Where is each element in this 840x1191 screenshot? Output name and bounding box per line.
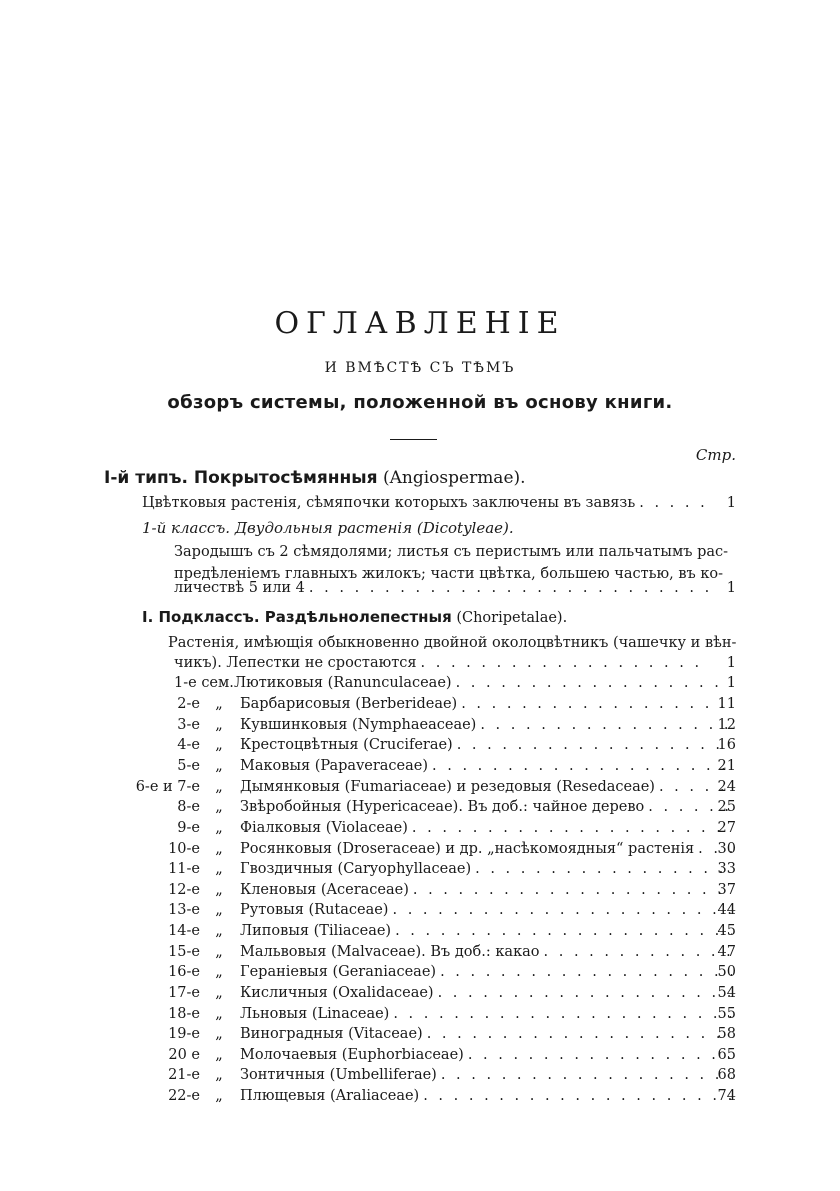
family-page: 27 — [717, 820, 736, 836]
leader-dots — [413, 880, 732, 901]
family-row — [0, 921, 840, 942]
family-number: 19-е — [168, 1026, 200, 1042]
divider-rule — [390, 439, 437, 440]
family-page: 12 — [717, 717, 736, 733]
ditto-mark: „ — [215, 820, 223, 836]
family-name: Кисличныя (Oxalidaceae) — [240, 985, 434, 1001]
family-name: Лютиковыя (Ranunculaceae) — [234, 675, 452, 691]
family-name: Кленовыя (Aceraceae) — [240, 882, 409, 898]
family-number: 11-е — [168, 861, 200, 877]
family-entry — [240, 756, 736, 777]
type-description-page: 1 — [726, 495, 736, 511]
ditto-mark: „ — [215, 758, 223, 774]
family-number: 8-е — [177, 799, 200, 815]
type-entry — [104, 467, 744, 489]
family-name: Росянковыя (Droseraceae) и др. „насѣкомоядныя“ растенія — [240, 841, 695, 857]
family-number: 15-е — [168, 944, 200, 960]
family-page: 47 — [717, 944, 736, 960]
family-name: Гвоздичныя (Caryophyllaceae) — [240, 861, 472, 877]
family-row — [0, 983, 840, 1004]
family-name: Звѣробойныя (Hypericaceae). Въ доб.: чайное дерево — [240, 799, 645, 815]
family-entry — [240, 983, 736, 1004]
ditto-mark: „ — [215, 1026, 223, 1042]
family-entry — [240, 694, 736, 715]
family-entry — [240, 839, 736, 860]
class-description-text: личествѣ 5 или 4 — [174, 580, 305, 596]
family-entry — [240, 818, 736, 839]
leader-dots — [440, 962, 732, 983]
section-heading: обзоръ системы, положенной въ основу книги. — [167, 392, 673, 413]
ditto-mark: „ — [215, 944, 223, 960]
family-entry — [240, 1086, 736, 1107]
type-entry-label: І-й типъ. Покрытосѣмянныя — [104, 468, 378, 488]
family-name: Барбарисовыя (Berberideae) — [240, 696, 458, 712]
leader-dots — [468, 1045, 732, 1066]
family-row — [0, 859, 840, 880]
family-number: 9-е — [177, 820, 200, 836]
family-entry — [240, 1065, 736, 1086]
family-row — [0, 735, 840, 756]
family-row — [0, 900, 840, 921]
leader-dots — [393, 1004, 732, 1025]
leader-dots — [441, 1065, 732, 1086]
family-name: Липовыя (Tiliaceae) — [240, 923, 392, 939]
family-row — [0, 1086, 840, 1107]
leader-dots — [438, 983, 732, 1004]
subclass-entry — [142, 606, 736, 628]
family-entry — [240, 777, 736, 798]
family-name: Фіалковыя (Violaceae) — [240, 820, 408, 836]
family-number: 21-е — [168, 1067, 200, 1083]
class-description-line-2: предѣленіемъ главныхъ жилокъ; части цвѣтка, большею частью, въ ко- — [174, 566, 724, 582]
class-description-line-3 — [174, 577, 736, 599]
family-name: Рутовыя (Rutaceae) — [240, 902, 389, 918]
family-name: Виноградныя (Vitaceae) — [240, 1026, 423, 1042]
family-number: 16-е — [168, 964, 200, 980]
family-page: 33 — [717, 861, 736, 877]
family-entry — [240, 735, 736, 756]
ditto-mark: „ — [215, 1088, 223, 1104]
leader-dots — [421, 652, 710, 674]
family-entry — [234, 673, 736, 694]
ditto-mark: „ — [215, 737, 223, 753]
family-name: Дымянковыя (Fumariaceae) и резедовыя (Resedaceae) — [240, 779, 655, 795]
family-entry — [240, 1045, 736, 1066]
family-entry — [240, 921, 736, 942]
family-entry — [240, 900, 736, 921]
type-description-text: Цвѣтковыя растенія, сѣмяпочки которыхъ заключены въ завязь — [142, 495, 636, 511]
family-row — [0, 1065, 840, 1086]
leader-dots — [395, 921, 732, 942]
family-name: Маковыя (Papaveraceae) — [240, 758, 429, 774]
family-page: 11 — [717, 696, 736, 712]
family-page: 1 — [726, 675, 736, 691]
family-name: Плющевыя (Araliaceae) — [240, 1088, 420, 1104]
family-number: 3-е — [177, 717, 200, 733]
family-name: Мальвовыя (Malvaceae). Въ доб.: какао — [240, 944, 540, 960]
family-page: 45 — [717, 923, 736, 939]
family-number: 17-е — [168, 985, 200, 1001]
family-number: 5-е — [177, 758, 200, 774]
leader-dots — [309, 577, 710, 599]
subclass-description-text: чикъ). Лепестки не сростаются — [174, 655, 417, 671]
ditto-mark: „ — [215, 696, 223, 712]
ditto-mark: „ — [215, 1006, 223, 1022]
ditto-mark: „ — [215, 717, 223, 733]
family-row — [0, 777, 840, 798]
family-name: Льновыя (Linaceae) — [240, 1006, 390, 1022]
ditto-mark: „ — [215, 799, 223, 815]
family-page: 37 — [717, 882, 736, 898]
leader-dots — [427, 1024, 732, 1045]
family-number: 4-е — [177, 737, 200, 753]
family-row — [0, 942, 840, 963]
family-number: 20 е — [168, 1047, 200, 1063]
leader-dots — [457, 735, 732, 756]
family-row — [0, 797, 840, 818]
family-entry — [240, 942, 736, 963]
family-page: 24 — [717, 779, 736, 795]
family-page: 44 — [717, 902, 736, 918]
family-page: 65 — [717, 1047, 736, 1063]
type-description — [142, 492, 736, 514]
family-number: 14-е — [168, 923, 200, 939]
family-page: 16 — [717, 737, 736, 753]
ditto-mark: „ — [215, 985, 223, 1001]
page-subtitle: И ВМѢСТѢ СЪ ТѢМЪ — [324, 360, 516, 376]
leader-dots — [639, 492, 710, 514]
family-entry — [240, 715, 736, 736]
ditto-mark: „ — [215, 1067, 223, 1083]
leader-dots — [423, 1086, 732, 1107]
family-row — [0, 1024, 840, 1045]
family-name: Зонтичныя (Umbelliferae) — [240, 1067, 437, 1083]
subclass-entry-label: I. Подклассъ. Раздѣльнолепестныя — [142, 608, 452, 626]
family-row — [0, 1004, 840, 1025]
subclass-entry-latin: (Choripetalae). — [456, 610, 568, 626]
family-row — [0, 962, 840, 983]
family-number: 10-е — [168, 841, 200, 857]
family-page: 30 — [717, 841, 736, 857]
family-row — [0, 756, 840, 777]
family-page: 68 — [717, 1067, 736, 1083]
family-row — [0, 880, 840, 901]
family-number: 18-е — [168, 1006, 200, 1022]
family-number: 22-е — [168, 1088, 200, 1104]
subclass-description-line-2 — [174, 652, 736, 674]
family-entry — [240, 797, 736, 818]
family-page: 58 — [717, 1026, 736, 1042]
subclass-description-line-1: Растенія, имѣющія обыкновенно двойной околоцвѣтникъ (чашечку и вѣн- — [168, 635, 737, 651]
family-name: Молочаевыя (Euphorbiaceae) — [240, 1047, 464, 1063]
ditto-mark: „ — [215, 841, 223, 857]
family-page: 55 — [717, 1006, 736, 1022]
leader-dots — [480, 715, 732, 736]
leader-dots — [412, 818, 732, 839]
class-description-line-1: Зародышъ съ 2 сѣмядолями; листья съ перистымъ или пальчатымъ рас- — [174, 544, 729, 560]
family-page: 25 — [717, 799, 736, 815]
page-column-label: Стр. — [695, 446, 736, 464]
family-entry — [240, 1004, 736, 1025]
family-name: Кувшинковыя (Nymphaeaceae) — [240, 717, 477, 733]
family-name: Крестоцвѣтныя (Cruciferae) — [240, 737, 453, 753]
family-page: 50 — [717, 964, 736, 980]
leader-dots — [461, 694, 732, 715]
family-entry — [240, 880, 736, 901]
family-number: 6-е и 7-е — [135, 779, 200, 795]
family-number: 2-е — [177, 696, 200, 712]
ditto-mark: „ — [215, 1047, 223, 1063]
family-entry — [240, 962, 736, 983]
family-number: 1-е сем. — [174, 675, 234, 691]
family-page: 74 — [717, 1088, 736, 1104]
family-row — [0, 715, 840, 736]
subclass-description-page: 1 — [726, 655, 736, 671]
ditto-mark: „ — [215, 882, 223, 898]
ditto-mark: „ — [215, 861, 223, 877]
family-row — [0, 1045, 840, 1066]
ditto-mark: „ — [215, 779, 223, 795]
class-description-page: 1 — [726, 580, 736, 596]
family-number: 13-е — [168, 902, 200, 918]
family-entry — [240, 859, 736, 880]
family-row — [0, 839, 840, 860]
family-page: 54 — [717, 985, 736, 1001]
type-entry-latin: (Angiospermae). — [382, 468, 526, 488]
leader-dots — [432, 756, 732, 777]
family-row — [0, 673, 840, 694]
page-title: ОГЛАВЛЕНІЕ — [274, 306, 566, 341]
family-entry — [240, 1024, 736, 1045]
family-number: 12-е — [168, 882, 200, 898]
leader-dots — [392, 900, 732, 921]
family-page: 21 — [717, 758, 736, 774]
ditto-mark: „ — [215, 902, 223, 918]
family-row — [0, 694, 840, 715]
leader-dots — [456, 673, 732, 694]
family-name: Гераніевыя (Geraniaceae) — [240, 964, 437, 980]
class-entry: 1-й классъ. Двудольныя растенія (Dicotyleae). — [142, 519, 514, 537]
family-row — [0, 818, 840, 839]
ditto-mark: „ — [215, 923, 223, 939]
leader-dots — [475, 859, 732, 880]
ditto-mark: „ — [215, 964, 223, 980]
